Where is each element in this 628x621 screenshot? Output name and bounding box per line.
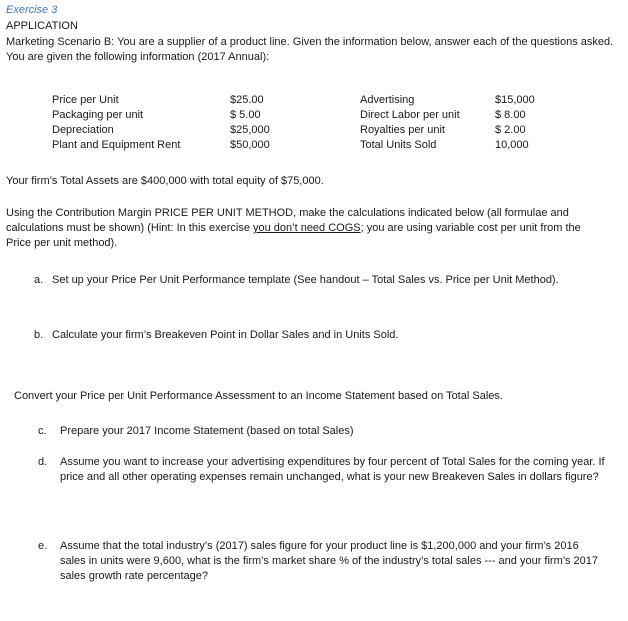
question-letter: d. — [38, 456, 48, 468]
info-value: $25,000 — [230, 124, 270, 136]
question-letter: b. — [34, 329, 44, 341]
info-label: Depreciation — [52, 124, 114, 136]
intro-paragraph: Marketing Scenario B: You are a supplier of a product line. Given the information below, answer each of the questions asked. You are given the following information (2017 Annual): — [6, 36, 614, 63]
info-value: $50,000 — [230, 139, 270, 151]
info-value: $ 8.00 — [495, 109, 526, 121]
question-text: Calculate your firm’s Breakeven Point in Dollar Sales and in Units Sold. — [52, 329, 399, 341]
info-value: $15,000 — [495, 94, 535, 106]
info-value: 10,000 — [495, 139, 529, 151]
section-heading: APPLICATION — [6, 20, 78, 32]
question-text: Set up your Price Per Unit Performance template (See handout – Total Sales vs. Price per Unit Method). — [52, 274, 559, 286]
question-letter: a. — [34, 274, 44, 286]
assets-line: Your firm’s Total Assets are $400,000 with total equity of $75,000. — [6, 175, 324, 187]
info-label: Royalties per unit — [360, 124, 445, 136]
question-text: Assume that the total industry’s (2017) sales figure for your product line is $1,200,000 and your firm’s 2016 sales in units were 9,600, what is the firm’s market share % of the industry’s total sales --- and your firm’s 2017 sales growth rate percentage? — [60, 540, 599, 582]
info-label: Plant and Equipment Rent — [52, 139, 181, 151]
info-label: Advertising — [360, 94, 415, 106]
method-underlined-text: you don’t need COGS — [253, 222, 361, 234]
info-label: Direct Labor per unit — [360, 109, 460, 121]
method-text: Using the Contribution Margin PRICE PER UNIT METHOD, make the calculations indicated below (all formulae and calculations must be shown) (Hint: In this exercise — [6, 207, 569, 234]
info-value: $ 5.00 — [230, 109, 261, 121]
exercise-title: Exercise 3 — [6, 4, 58, 16]
question-text: Assume you want to increase your advertising expenditures by four percent of Total Sales for the coming year. If price and all other operating expenses remain unchanged, what is your new Breakeven Sales in dollars figure? — [60, 456, 605, 483]
convert-line: Convert your Price per Unit Performance Assessment to an Income Statement based on Total Sales. — [14, 390, 503, 402]
question-text: Prepare your 2017 Income Statement (based on total Sales) — [60, 425, 354, 437]
info-value: $ 2.00 — [495, 124, 526, 136]
info-label: Total Units Sold — [360, 139, 437, 151]
info-label: Packaging per unit — [52, 109, 144, 121]
method-text: ; you are using variable cost per unit from the Price per unit method). — [6, 222, 581, 249]
question-letter: c. — [38, 425, 47, 437]
info-value: $25.00 — [230, 94, 264, 106]
info-label: Price per Unit — [52, 94, 119, 106]
method-paragraph — [6, 206, 606, 251]
question-letter: e. — [38, 540, 48, 552]
